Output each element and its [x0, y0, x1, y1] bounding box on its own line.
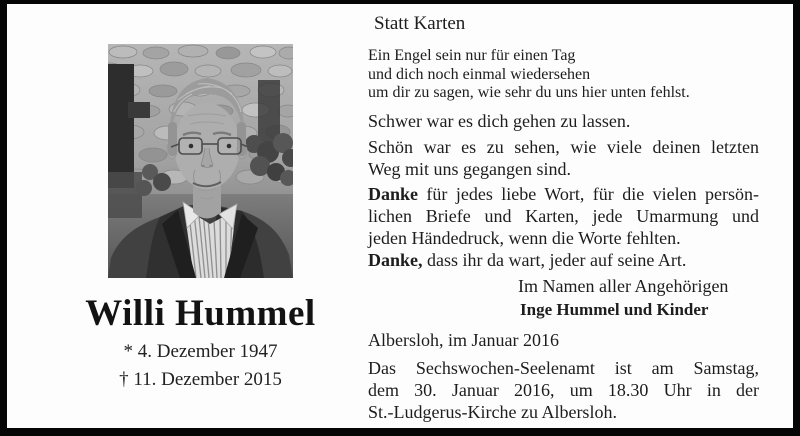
text-line: jeden Händedruck, wenn die Worte fehlten.	[368, 227, 681, 248]
poem	[368, 47, 759, 103]
paragraph-schwer	[368, 110, 759, 132]
poem-line: um dir zu sagen, wie sehr du uns hier unten fehlst.	[368, 84, 690, 102]
family-signature: Inge Hummel und Kinder	[520, 299, 709, 319]
text-line: lichen Briefe und Karten, jede Umarmung und	[368, 205, 759, 226]
poem-line: Ein Engel sein nur für einen Tag	[368, 47, 576, 64]
text-span: dass ihr da wart, jeder auf seine Art.	[422, 249, 687, 270]
text-line	[368, 183, 759, 205]
danke-bold: Danke	[368, 183, 419, 204]
text-span: für jedes liebe Wort, für die vielen persön-	[418, 183, 759, 204]
statt-karten-heading: Statt Karten	[374, 13, 466, 34]
portrait-photo	[108, 44, 293, 278]
paragraph-danke-1	[368, 183, 759, 249]
im-namen-line: Im Namen aller Angehörigen	[518, 275, 729, 296]
birth-date: * 4. Dezember 1947	[123, 341, 278, 362]
text-line: dem 30. Januar 2016, um 18.30 Uhr in der	[368, 379, 759, 400]
text-line: Albersloh, im Januar 2016	[368, 329, 559, 350]
poem-line: und dich noch einmal wiedersehen	[368, 65, 591, 83]
text-line: Das Sechswochen-Seelenamt ist am Samstag,	[368, 357, 759, 378]
paragraph-schoen	[368, 136, 759, 180]
death-date: † 11. Dezember 2015	[119, 369, 282, 390]
paragraph-danke-2	[368, 249, 759, 271]
danke-bold: Danke,	[368, 249, 423, 270]
text-line: Schwer war es dich gehen zu lassen.	[368, 110, 631, 131]
text-line	[368, 249, 759, 271]
deceased-name: Willi Hummel	[85, 293, 316, 334]
eyes	[189, 144, 194, 149]
place-date-line	[368, 329, 759, 351]
memorial-card	[7, 4, 793, 428]
deceased-info	[13, 292, 388, 394]
text-line: Weg mit uns gegangen sind.	[368, 158, 572, 179]
text-line: Schön war es zu sehen, wie viele deinen letzten	[368, 136, 759, 157]
text-line: St.-Ludgerus-Kirche zu Albersloh.	[368, 401, 617, 422]
paragraph-seelenamt	[368, 357, 759, 423]
dark-post-right	[258, 80, 280, 142]
notice-text	[368, 13, 759, 427]
portrait-illustration	[108, 44, 293, 278]
